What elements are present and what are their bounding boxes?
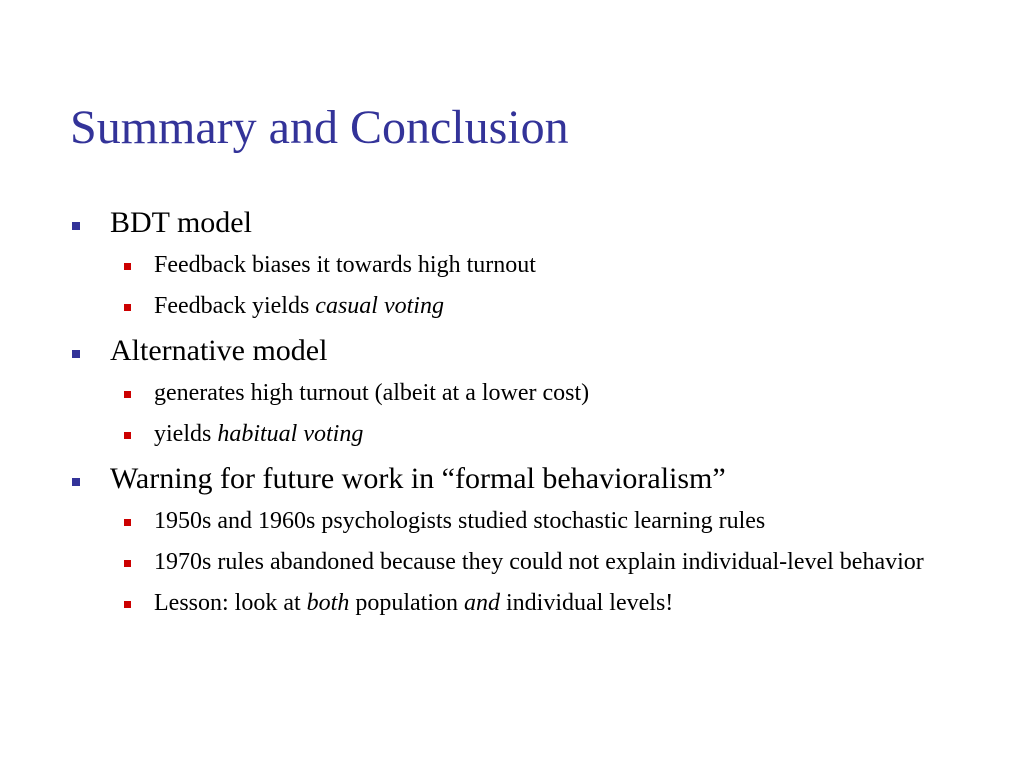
sub-bullet-item <box>154 418 970 450</box>
bullet-text: Alternative model <box>110 334 328 367</box>
square-bullet-icon <box>72 478 80 486</box>
sub-bullet-text: 1950s and 1960s psychologists studied stochastic learning rules <box>154 508 766 534</box>
sub-bullet-text: Feedback biases it towards high turnout <box>154 252 536 278</box>
sub-bullet-item <box>154 505 970 537</box>
sub-bullet-item <box>154 546 970 578</box>
sub-bullet-text: generates high turnout (albeit at a lower cost) <box>154 380 590 406</box>
bullet-text: Warning for future work in “formal behavioralism” <box>110 462 726 495</box>
square-bullet-icon <box>124 432 131 439</box>
square-bullet-icon <box>72 222 80 230</box>
emphasis: and <box>463 590 500 616</box>
section-alternative-model <box>70 331 970 450</box>
emphasis: habitual voting <box>217 421 364 447</box>
bullet-item <box>70 203 970 243</box>
square-bullet-icon <box>124 519 131 526</box>
sub-bullet-item <box>154 377 970 409</box>
section-bdt-model <box>70 203 970 322</box>
slide-title: Summary and Conclusion <box>70 101 569 154</box>
bullet-text: BDT model <box>110 206 252 239</box>
sub-bullet-item <box>154 249 970 281</box>
square-bullet-icon <box>124 601 131 608</box>
emphasis: both <box>306 590 350 616</box>
sub-bullet-item <box>154 587 970 619</box>
section-warning <box>70 459 970 619</box>
sub-bullet-text: yields habitual voting <box>154 421 364 447</box>
bullet-item <box>70 331 970 371</box>
square-bullet-icon <box>124 560 131 567</box>
sub-bullet-text: Lesson: look at both population and individual levels! <box>154 590 674 616</box>
square-bullet-icon <box>124 391 131 398</box>
square-bullet-icon <box>124 263 131 270</box>
square-bullet-icon <box>124 304 131 311</box>
sub-bullet-text: 1970s rules abandoned because they could not explain individual-level behavior <box>154 549 924 575</box>
sub-bullet-item <box>154 290 970 322</box>
square-bullet-icon <box>72 350 80 358</box>
bullet-item <box>70 459 970 499</box>
emphasis: casual voting <box>315 293 444 319</box>
sub-bullet-text: Feedback yields casual voting <box>154 293 444 319</box>
bullet-list <box>70 203 970 628</box>
